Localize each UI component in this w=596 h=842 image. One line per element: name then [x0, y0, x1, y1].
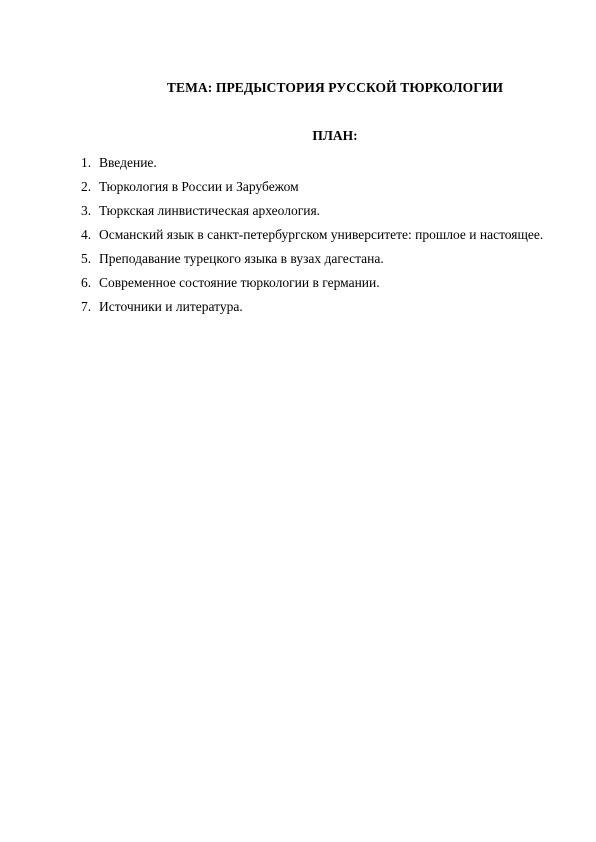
- plan-item-text: Тюркология в России и Зарубежом: [99, 179, 299, 194]
- plan-item-4: [81, 223, 553, 247]
- plan-item-text: Преподавание турецкого языка в вузах дагестана.: [99, 251, 384, 266]
- plan-item-number: 4.: [81, 227, 92, 242]
- plan-item-1: [81, 151, 553, 175]
- plan-item-number: 1.: [81, 155, 92, 170]
- plan-item-text: Тюркская линвистическая археология.: [99, 203, 321, 218]
- plan-item-2: [81, 175, 553, 199]
- plan-item-number: 6.: [81, 275, 92, 290]
- plan-heading: ПЛАН:: [312, 128, 358, 143]
- plan-item-6: [81, 271, 553, 295]
- plan-item-number: 7.: [81, 299, 92, 314]
- plan-item-text: Источники и литература.: [99, 299, 243, 314]
- plan-item-5: [81, 247, 553, 271]
- plan-item-text: Введение.: [99, 155, 157, 170]
- plan-item-3: [81, 199, 553, 223]
- plan-item-7: [81, 295, 553, 319]
- document-title: ТЕМА: ПРЕДЫСТОРИЯ РУССКОЙ ТЮРКОЛОГИИ: [166, 80, 504, 95]
- plan-item-number: 3.: [81, 203, 92, 218]
- plan-item-number: 2.: [81, 179, 92, 194]
- plan-item-text: Современное состояние тюркологии в германии.: [99, 275, 380, 290]
- plan-list: [81, 151, 553, 319]
- plan-item-text: Османский язык в санкт-петербургском университете: прошлое и настоящее.: [99, 227, 544, 242]
- plan-item-number: 5.: [81, 251, 92, 266]
